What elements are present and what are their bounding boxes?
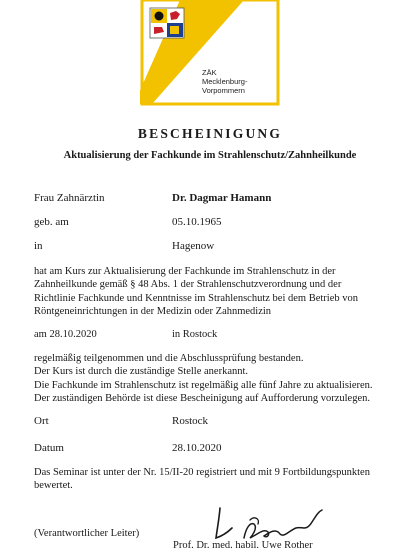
born-label: geb. am: [34, 216, 69, 228]
issue-place-label: Ort: [34, 415, 49, 427]
place-label: in: [34, 240, 43, 252]
document-subtitle: Aktualisierung der Fachkunde im Strahlenschutz/Zahnheilkunde: [63, 150, 357, 161]
seminar-note: [34, 466, 404, 493]
logo-line-1: ZÄK: [202, 68, 217, 77]
issue-date-label: Datum: [34, 442, 64, 454]
issue-date: 28.10.2020: [172, 442, 222, 454]
course-date: am 28.10.2020: [34, 329, 97, 340]
completion-line: Die Fachkunde im Strahlenschutz ist regelmäßig alle fünf Jahre zu aktualisieren.: [34, 379, 373, 391]
completion-statement: [34, 352, 404, 406]
seminar-line: Das Seminar ist unter der Nr. 15/II-20 registriert und mit 9 Fortbildungspunkten: [34, 467, 370, 478]
course-description-line: Röntgeneinrichtungen in der Medizin oder Zahnmedizin: [34, 306, 272, 318]
document-title: BESCHEINIGUNG: [137, 126, 283, 141]
seminar-line: bewertet.: [34, 480, 73, 492]
person-name: Dr. Dagmar Hamann: [172, 192, 272, 204]
handwritten-signature: [210, 502, 330, 544]
zak-logo: [140, 0, 280, 110]
coat-of-arms-icon: [150, 8, 184, 38]
logo-text: [202, 68, 247, 95]
course-description-line: Zahnheilkunde gemäß § 48 Abs. 1 der Strahlenschutzverordnung und der: [34, 279, 342, 291]
course-place: in Rostock: [172, 329, 218, 340]
signature-label: (Verantwortlicher Leiter): [34, 528, 140, 539]
completion-line: Der Kurs ist durch die zuständige Stelle anerkannt.: [34, 366, 249, 378]
born-date: 05.10.1965: [172, 216, 222, 228]
logo-line-2: Mecklenburg-: [202, 77, 248, 86]
course-description-line: hat am Kurs zur Aktualisierung der Fachkunde im Strahlenschutz in der: [34, 266, 336, 277]
logo-line-3: Vorpommern: [202, 86, 245, 95]
issue-place: Rostock: [172, 415, 209, 427]
birth-place: Hagenow: [172, 240, 215, 252]
salutation: Frau Zahnärztin: [34, 192, 105, 204]
course-description: [34, 265, 404, 319]
course-description-line: Richtlinie Fachkunde und Kenntnisse im Strahlenschutz bei dem Betrieb von: [34, 292, 358, 304]
completion-line: Der zuständigen Behörde ist diese Bescheinigung auf Aufforderung vorzulegen.: [34, 393, 370, 405]
completion-line: regelmäßig teilgenommen und die Abschlussprüfung bestanden.: [34, 353, 304, 364]
signatory-name: Prof. Dr. med. habil. Uwe Rother: [173, 540, 313, 551]
